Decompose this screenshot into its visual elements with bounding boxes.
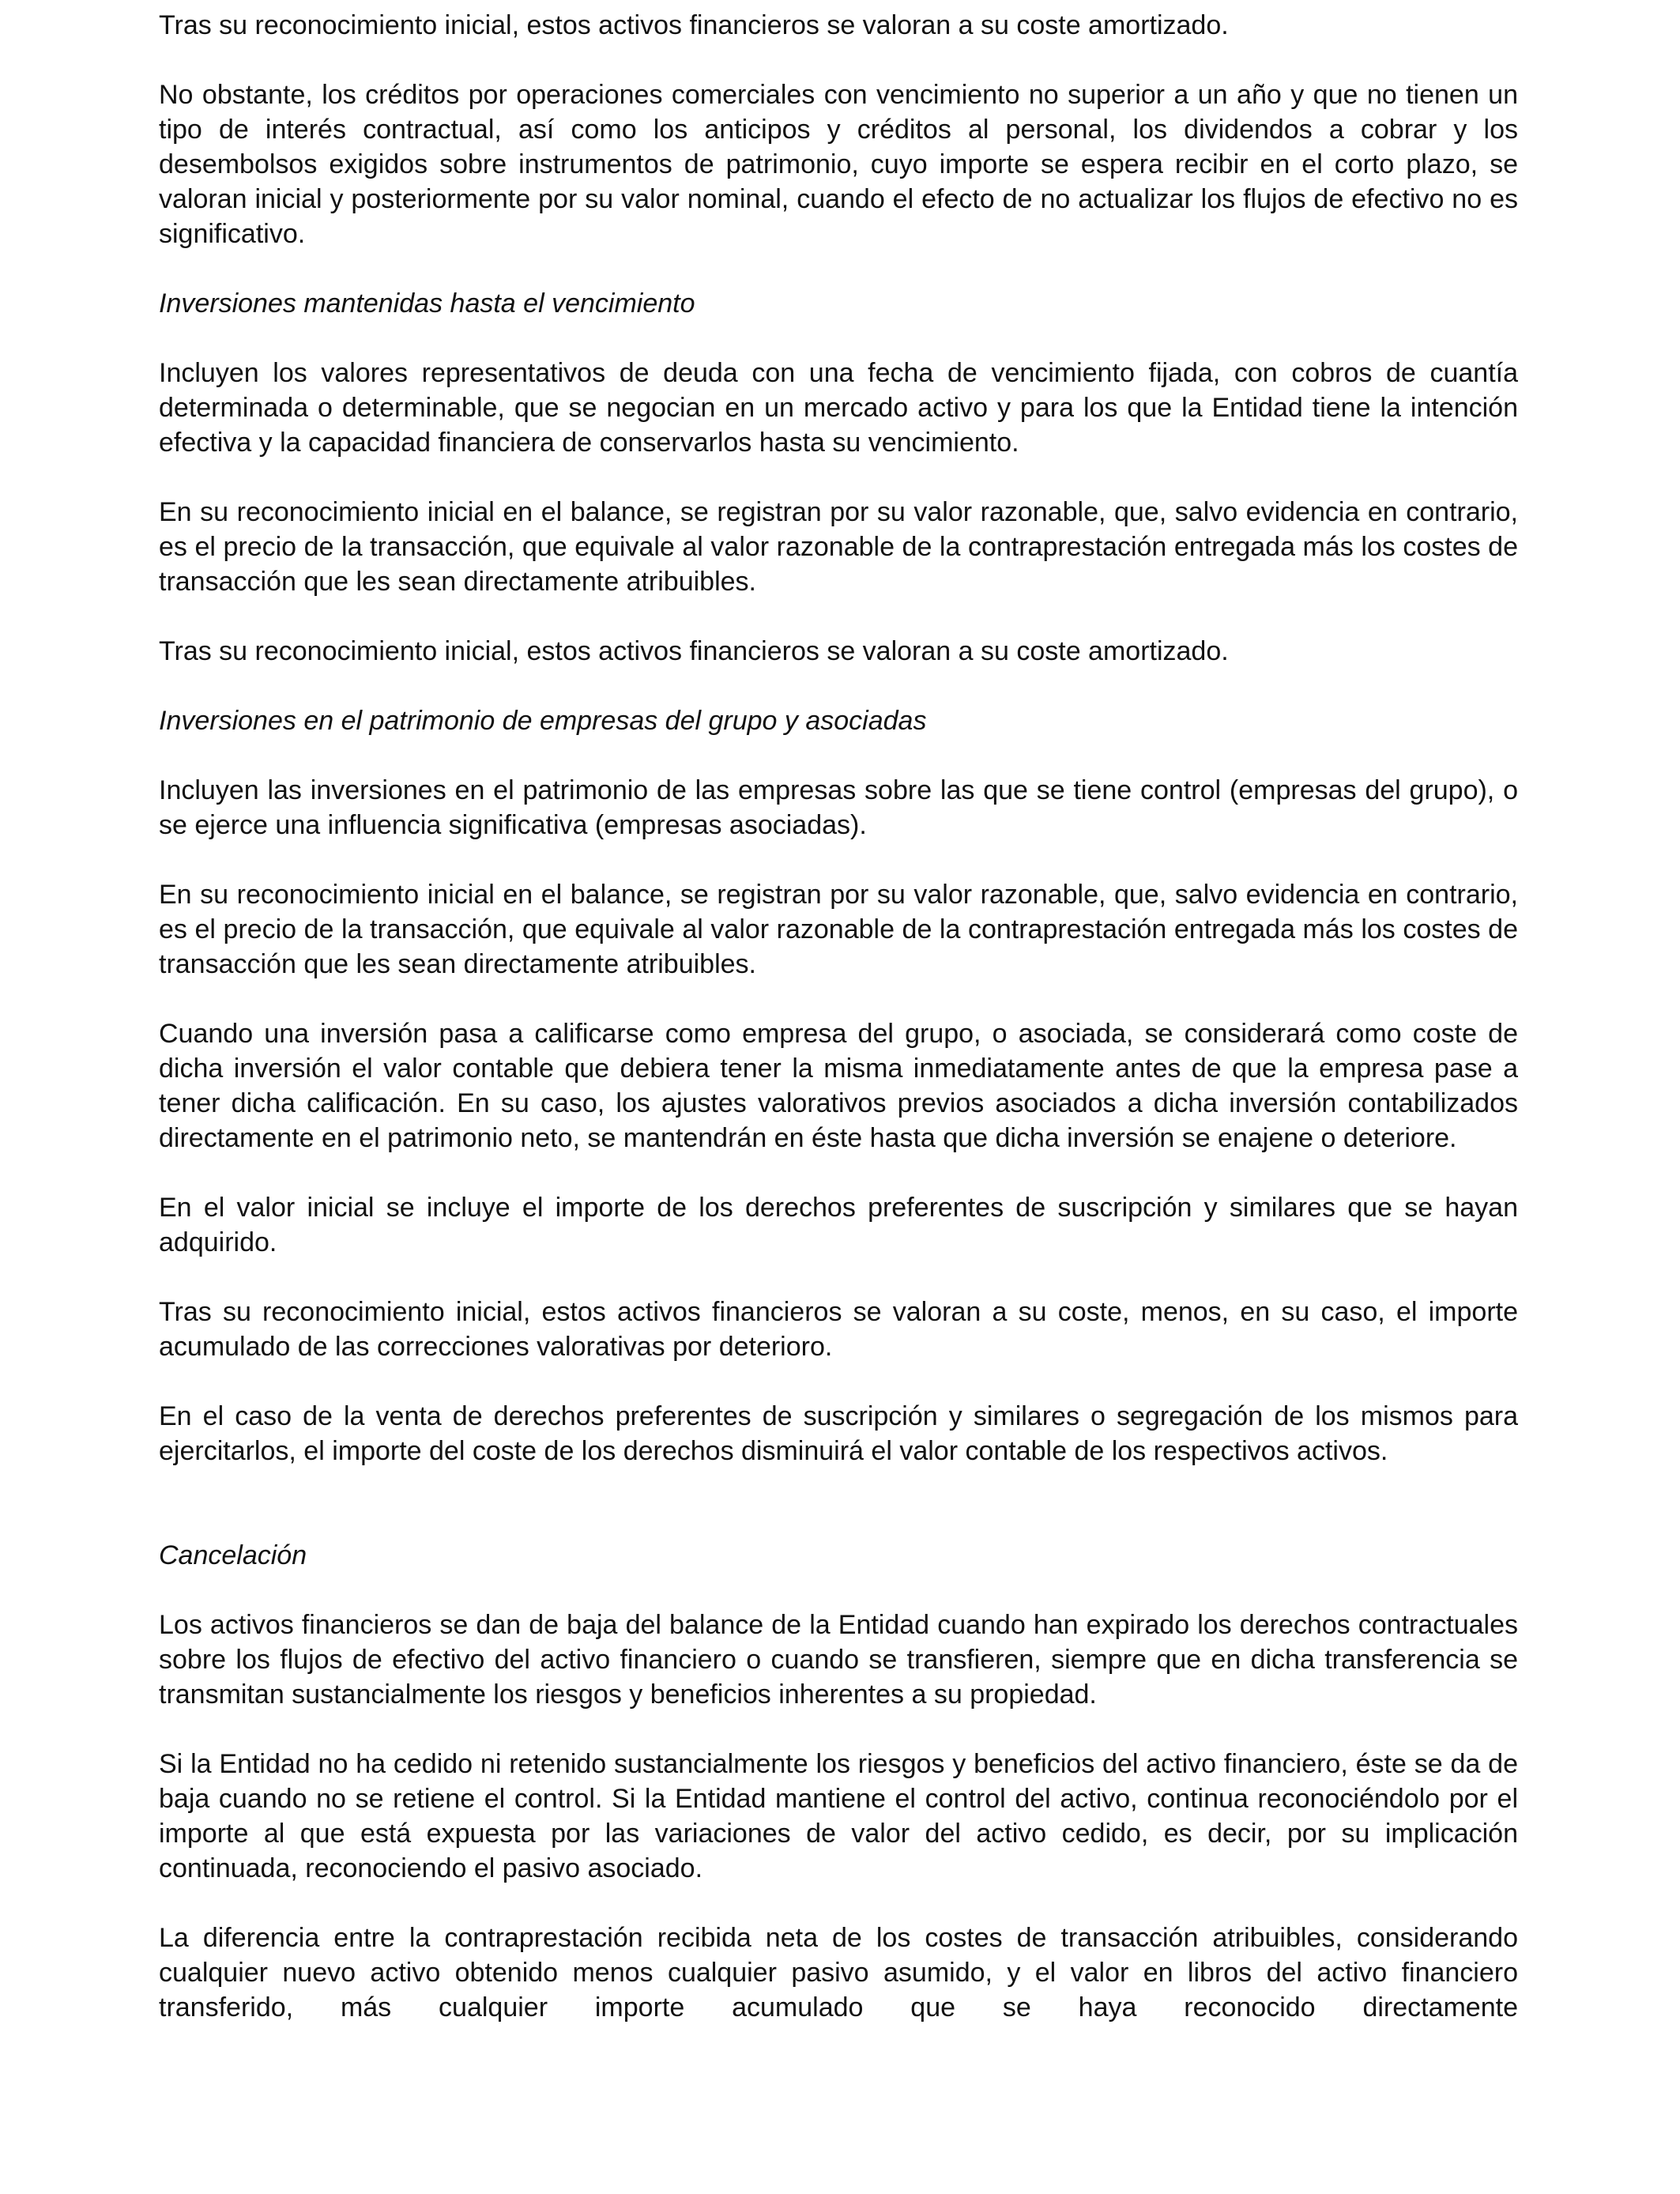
section-spacer [159,1503,1518,1538]
paragraph-preferential-rights: En el valor inicial se incluye el importe de los derechos preferentes de suscripción y similares que se hayan adquirido. [159,1193,1518,1257]
paragraph-initial-recognition-2: En su reconocimiento inicial en el balance, se registran por su valor razonable, que, salvo evidencia en contrario, es el precio de la transacción, que equivale al valor razonable de la contraprestación entregada más los costes de transacción que les sean directamente atribuibles. [159,880,1518,979]
paragraph-sale-of-rights: En el caso de la venta de derechos preferentes de suscripción y similares o segregación de los mismos para ejercitarlos, el importe del coste de los derechos disminuirá el valor contable de los respectivos activos. [159,1401,1518,1466]
heading-derecognition: Cancelación [159,1540,307,1570]
paragraph-amortized-cost-1: Tras su reconocimiento inicial, estos activos financieros se valoran a su coste amortizado. [159,10,1229,40]
paragraph-derecognition-conditions: Los activos financieros se dan de baja del balance de la Entidad cuando han expirado los derechos contractuales sobre los flujos de efectivo del activo financiero o cuando se transfieren, siempre que en dicha transferencia se transmitan sustancialmente los riesgos y beneficios inherentes a su propiedad. [159,1610,1518,1710]
paragraph-difference-consideration: La diferencia entre la contraprestación recibida neta de los costes de transacción atribuibles, considerando cualquier nuevo activo obtenido menos cualquier pasivo asumido, y el valor en libros del activo financiero transferido, más cualquier importe acumulado que se haya reconocido directamente [159,1923,1518,2022]
paragraph-amortized-cost-2: Tras su reconocimiento inicial, estos activos financieros se valoran a su coste amortizado. [159,636,1229,666]
paragraph-initial-recognition-1: En su reconocimiento inicial en el balance, se registran por su valor razonable, que, salvo evidencia en contrario, es el precio de la transacción, que equivale al valor razonable de la contraprestación entregada más los costes de transacción que les sean directamente atribuibles. [159,497,1518,597]
document-page [159,8,1518,2060]
paragraph-reclassification: Cuando una inversión pasa a calificarse como empresa del grupo, o asociada, se considerará como coste de dicha inversión el valor contable que debiera tener la misma inmediatamente antes de que la empresa pase a tener dicha calificación. En su caso, los ajustes valorativos previos asociados a dicha inversión contabilizados directamente en el patrimonio neto, se mantendrán en éste hasta que dicha inversión se enajene o deteriore. [159,1019,1518,1153]
paragraph-cost-less-impairment: Tras su reconocimiento inicial, estos activos financieros se valoran a su coste, menos, en su caso, el importe acumulado de las correcciones valorativas por deterioro. [159,1297,1518,1362]
paragraph-held-to-maturity-definition: Incluyen los valores representativos de deuda con una fecha de vencimiento fijada, con cobros de cuantía determinada o determinable, que se negocian en un mercado activo y para los que la Entidad tiene la intención efectiva y la capacidad financiera de conservarlos hasta su vencimiento. [159,358,1518,458]
paragraph-group-associates-definition: Incluyen las inversiones en el patrimonio de las empresas sobre las que se tiene control (empresas del grupo), o se ejerce una influencia significativa (empresas asociadas). [159,775,1518,840]
paragraph-commercial-credits: No obstante, los créditos por operaciones comerciales con vencimiento no superior a un año y que no tienen un tipo de interés contractual, así como los anticipos y créditos al personal, los dividendos a cobrar y los desembolsos exigidos sobre instrumentos de patrimonio, cuyo importe se espera recibir en el corto plazo, se valoran inicial y posteriormente por su valor nominal, cuando el efecto de no actualizar los flujos de efectivo no es significativo. [159,80,1518,249]
paragraph-continuing-involvement: Si la Entidad no ha cedido ni retenido sustancialmente los riesgos y beneficios del activo financiero, éste se da de baja cuando no se retiene el control. Si la Entidad mantiene el control del activo, continua reconociéndolo por el importe al que está expuesta por las variaciones de valor del activo cedido, es decir, por su implicación continuada, reconociendo el pasivo asociado. [159,1749,1518,1883]
heading-held-to-maturity: Inversiones mantenidas hasta el vencimiento [159,288,695,319]
heading-group-associates: Inversiones en el patrimonio de empresas del grupo y asociadas [159,706,927,736]
